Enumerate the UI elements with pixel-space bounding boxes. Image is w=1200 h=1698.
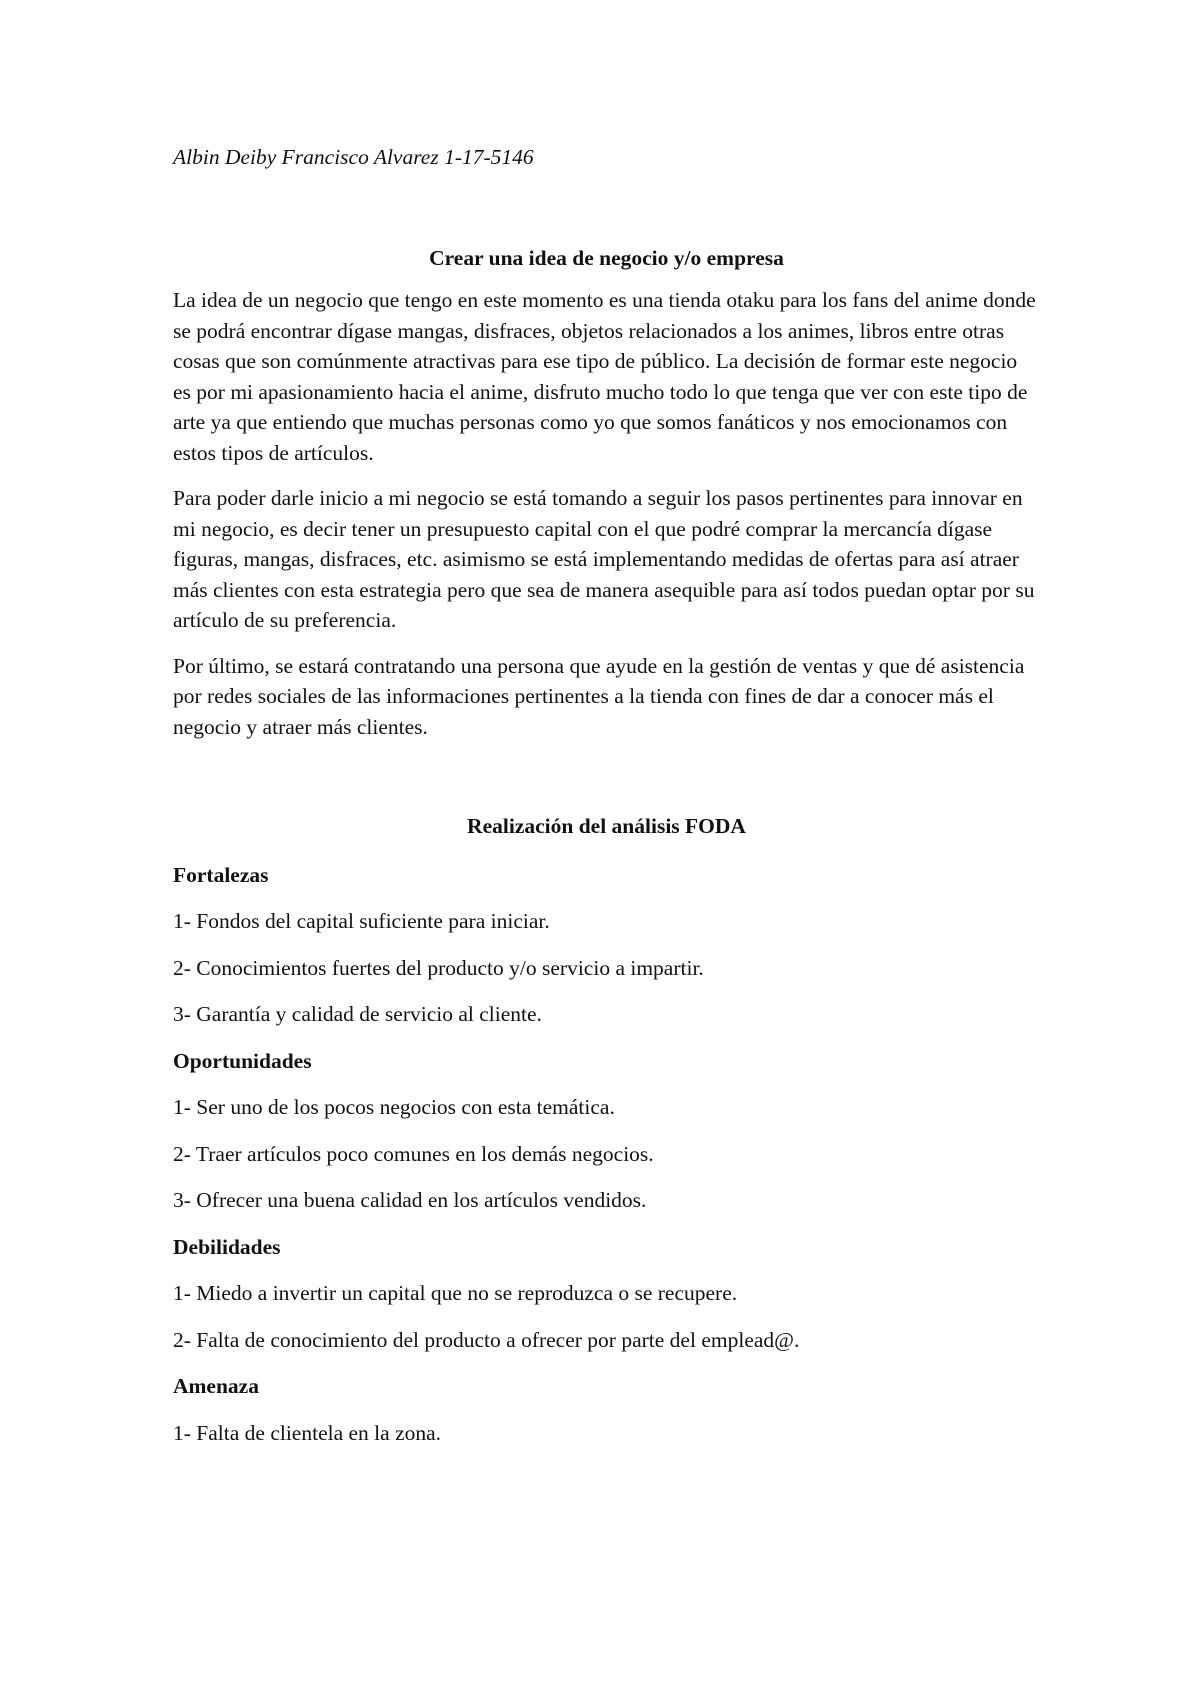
- list-item: 2- Conocimientos fuertes del producto y/o servicio a impartir.: [173, 955, 704, 980]
- list-item: 3- Ofrecer una buena calidad en los artículos vendidos.: [173, 1188, 647, 1212]
- paragraph-staff: Por último, se estará contratando una persona que ayude en la gestión de ventas y que dé asistencia por redes sociales de las informaciones pertinentes a la tienda con fines de dar a conocer más el negocio y atraer más clientes.: [173, 653, 1025, 739]
- list-item: 1- Ser uno de los pocos negocios con esta temática.: [173, 1095, 615, 1119]
- section-amenaza: [173, 1371, 1040, 1448]
- section-heading: Amenaza: [173, 1374, 259, 1398]
- section-debilidades: [173, 1232, 1040, 1356]
- document-title: Crear una idea de negocio y/o empresa: [429, 245, 784, 270]
- section-oportunidades: [173, 1046, 1040, 1216]
- list-item: 1- Fondos del capital suficiente para iniciar.: [173, 909, 550, 933]
- section-fortalezas: [173, 860, 1040, 1030]
- document-body: [173, 142, 1040, 1464]
- list-item: 2- Falta de conocimiento del producto a ofrecer por parte del emplead@.: [173, 1327, 800, 1352]
- list-item: 2- Traer artículos poco comunes en los demás negocios.: [173, 1141, 654, 1166]
- foda-title: Realización del análisis FODA: [467, 814, 746, 838]
- paragraph-start: Para poder darle inicio a mi negocio se está tomando a seguir los pasos pertinentes para innovar en mi negocio, es decir tener un presupuesto capital con el que podré comprar la mercancía dígase figuras, mangas, disfraces, etc. asimismo se está implementando medidas de ofertas para así atraer más clientes con esta estrategia pero que sea de manera asequible para así todos puedan optar por su artículo de su preferencia.: [173, 486, 1035, 632]
- list-item: 3- Garantía y calidad de servicio al cliente.: [173, 1002, 542, 1026]
- section-heading: Debilidades: [173, 1234, 281, 1259]
- section-heading: Fortalezas: [173, 862, 269, 887]
- list-item: 1- Falta de clientela en la zona.: [173, 1420, 442, 1445]
- section-heading: Oportunidades: [173, 1048, 312, 1073]
- author-line: Albin Deiby Francisco Alvarez 1-17-5146: [173, 145, 534, 169]
- list-item: 1- Miedo a invertir un capital que no se reproduzca o se recupere.: [173, 1281, 738, 1305]
- paragraph-idea: La idea de un negocio que tengo en este momento es una tienda otaku para los fans del anime donde se podrá encontrar dígase mangas, disfraces, objetos relacionados a los animes, libros entre otras cosas que son comúnmente atractivas para ese tipo de público. La decisión de formar este negocio es por mi apasionamiento hacia el anime, disfruto mucho todo lo que tenga que ver con este tipo de arte ya que entiendo que muchas personas como yo que somos fanáticos y nos emocionamos con estos tipos de artículos.: [173, 288, 1036, 465]
